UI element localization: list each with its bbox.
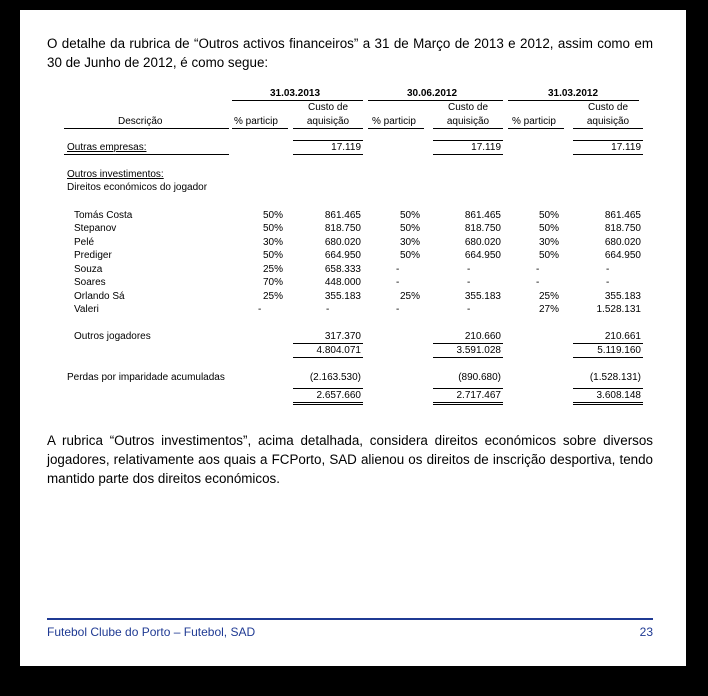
outros-jogadores-value-1: 317.370 — [324, 331, 361, 342]
outros-jogadores-label: Outros jogadores — [74, 331, 151, 342]
direitos-economicos-label: Direitos económicos do jogador — [67, 182, 208, 193]
frame-border-left — [0, 0, 20, 696]
outros-jogadores-value-3: 210.661 — [604, 331, 641, 342]
outras-empresas-value-1: 17.119 — [331, 142, 361, 153]
col-descricao: Descrição — [118, 116, 163, 127]
document-page — [20, 10, 686, 666]
header-underline-custo-1 — [293, 128, 363, 129]
player-particip-3: 50% — [538, 223, 559, 234]
col-particip-3: % particip — [512, 116, 556, 127]
total-value-3: 3.608.148 — [596, 390, 641, 401]
player-custo-1: 664.950 — [324, 250, 361, 261]
player-particip-1: 50% — [262, 210, 283, 221]
player-custo-2: 818.750 — [464, 223, 501, 234]
header-underline-particip-2 — [368, 128, 424, 129]
player-custo-2: - — [467, 277, 471, 288]
player-custo-1: 861.465 — [324, 210, 361, 221]
player-custo-1: - — [326, 304, 330, 315]
player-name: Pelé — [74, 237, 95, 248]
subtotal-bottomline-2 — [433, 357, 503, 358]
header-underline-descricao — [64, 128, 229, 129]
subtotal-value-1: 4.804.071 — [316, 345, 361, 356]
player-particip-2: - — [396, 277, 400, 288]
total-bottomline-3b — [573, 404, 643, 405]
col-custo-line1-1: Custo de — [307, 102, 349, 113]
col-custo-line2-2: aquisição — [446, 116, 490, 127]
total-topline-2 — [433, 388, 503, 389]
total-topline-1 — [293, 388, 363, 389]
player-custo-3: 664.950 — [604, 250, 641, 261]
player-particip-2: 50% — [399, 250, 420, 261]
subtotal-topline-3 — [573, 343, 643, 344]
player-name: Tomás Costa — [74, 210, 133, 221]
perdas-value-3: (1.528.131) — [589, 372, 641, 383]
player-custo-2: 355.183 — [464, 291, 501, 302]
player-name: Valeri — [74, 304, 99, 315]
outras-empresas-value-3: 17.119 — [611, 142, 641, 153]
period-header-2: 30.06.2012 — [406, 88, 458, 99]
player-custo-2: 664.950 — [464, 250, 501, 261]
player-custo-2: 680.020 — [464, 237, 501, 248]
perdas-label: Perdas por imparidade acumuladas — [67, 372, 225, 383]
header-underline-particip-3 — [508, 128, 564, 129]
player-particip-1: 50% — [262, 250, 283, 261]
outras-empresas-topline-1 — [293, 140, 363, 141]
player-name: Prediger — [74, 250, 112, 261]
player-particip-2: - — [396, 264, 400, 275]
player-particip-3: - — [536, 264, 540, 275]
col-custo-line1-2: Custo de — [447, 102, 489, 113]
period-header-3: 31.03.2012 — [547, 88, 599, 99]
player-particip-1: 50% — [262, 223, 283, 234]
player-particip-3: 25% — [538, 291, 559, 302]
player-name: Stepanov — [74, 223, 117, 234]
outras-empresas-value-2: 17.119 — [471, 142, 501, 153]
player-particip-3: - — [536, 277, 540, 288]
frame-border-top — [0, 0, 708, 10]
footer-page-number: 23 — [639, 625, 653, 639]
frame-border-right — [686, 0, 708, 696]
player-particip-3: 30% — [538, 237, 559, 248]
header-underline-custo-3 — [573, 128, 643, 129]
player-particip-3: 50% — [538, 210, 559, 221]
player-custo-1: 355.183 — [324, 291, 361, 302]
header-underline-custo-2 — [433, 128, 503, 129]
col-custo-line2-1: aquisição — [306, 116, 350, 127]
total-bottomline-2b — [433, 404, 503, 405]
footer-divider — [47, 618, 653, 620]
outras-empresas-label: Outras empresas: — [67, 142, 147, 153]
total-topline-3 — [573, 388, 643, 389]
subtotal-topline-2 — [433, 343, 503, 344]
outras-empresas-label-underline — [64, 154, 229, 155]
outras-empresas-topline-3 — [573, 140, 643, 141]
player-name: Souza — [74, 264, 103, 275]
player-custo-2: 861.465 — [464, 210, 501, 221]
subtotal-bottomline-1 — [293, 357, 363, 358]
col-custo-line2-3: aquisição — [586, 116, 630, 127]
player-particip-1: 70% — [262, 277, 283, 288]
player-custo-3: 818.750 — [604, 223, 641, 234]
player-custo-2: - — [467, 304, 471, 315]
subtotal-value-2: 3.591.028 — [456, 345, 501, 356]
perdas-value-2: (890.680) — [458, 372, 501, 383]
total-bottomline-3a — [573, 402, 643, 403]
closing-paragraph: A rubrica “Outros investimentos”, acima detalhada, considera direitos económicos sobre diversos jogadores, relativamente aos quais a FCPorto, SAD alienou os direitos de inscrição desportiva, tendo mantido parte dos direitos económicos. — [47, 433, 653, 486]
player-custo-1: 448.000 — [324, 277, 361, 288]
player-custo-3: - — [606, 277, 610, 288]
player-particip-1: 25% — [262, 291, 283, 302]
player-name: Soares — [74, 277, 106, 288]
player-particip-3: 50% — [538, 250, 559, 261]
outras-empresas-topline-2 — [433, 140, 503, 141]
period-underline-3 — [508, 100, 639, 101]
player-particip-1: 30% — [262, 237, 283, 248]
player-custo-3: 1.528.131 — [596, 304, 641, 315]
col-particip-1: % particip — [234, 116, 278, 127]
player-particip-2: 50% — [399, 210, 420, 221]
player-particip-2: 25% — [399, 291, 420, 302]
total-value-1: 2.657.660 — [316, 390, 361, 401]
outros-jogadores-value-2: 210.660 — [464, 331, 501, 342]
subtotal-topline-1 — [293, 343, 363, 344]
total-bottomline-1b — [293, 404, 363, 405]
intro-paragraph: O detalhe da rubrica de “Outros activos financeiros” a 31 de Março de 2013 e 2012, assim como em 30 de Junho de 2012, é como segue: — [47, 36, 653, 70]
footer-company: Futebol Clube do Porto – Futebol, SAD — [47, 625, 256, 639]
player-custo-1: 818.750 — [324, 223, 361, 234]
total-value-2: 2.717.467 — [456, 390, 501, 401]
player-name: Orlando Sá — [74, 291, 125, 302]
player-custo-1: 680.020 — [324, 237, 361, 248]
perdas-value-1: (2.163.530) — [309, 372, 361, 383]
header-underline-particip-1 — [232, 128, 288, 129]
subtotal-value-3: 5.119.160 — [597, 345, 641, 356]
subtotal-bottomline-3 — [573, 357, 643, 358]
outras-empresas-bottomline-1 — [293, 154, 363, 155]
outros-investimentos-label: Outros investimentos: — [67, 169, 164, 180]
player-custo-3: - — [606, 264, 610, 275]
col-custo-line1-3: Custo de — [587, 102, 629, 113]
total-bottomline-2a — [433, 402, 503, 403]
period-underline-1 — [232, 100, 363, 101]
player-custo-1: 658.333 — [324, 264, 361, 275]
player-particip-2: 50% — [399, 223, 420, 234]
player-custo-3: 680.020 — [604, 237, 641, 248]
player-particip-2: 30% — [399, 237, 420, 248]
player-particip-1: 25% — [262, 264, 283, 275]
player-custo-3: 861.465 — [604, 210, 641, 221]
col-particip-2: % particip — [372, 116, 416, 127]
player-custo-2: - — [467, 264, 471, 275]
player-particip-1: - — [258, 304, 262, 315]
outras-empresas-bottomline-3 — [573, 154, 643, 155]
player-particip-3: 27% — [538, 304, 559, 315]
player-particip-2: - — [396, 304, 400, 315]
period-underline-2 — [368, 100, 503, 101]
total-bottomline-1a — [293, 402, 363, 403]
player-custo-3: 355.183 — [604, 291, 641, 302]
outras-empresas-bottomline-2 — [433, 154, 503, 155]
frame-border-bottom — [0, 666, 708, 696]
period-header-1: 31.03.2013 — [269, 88, 321, 99]
